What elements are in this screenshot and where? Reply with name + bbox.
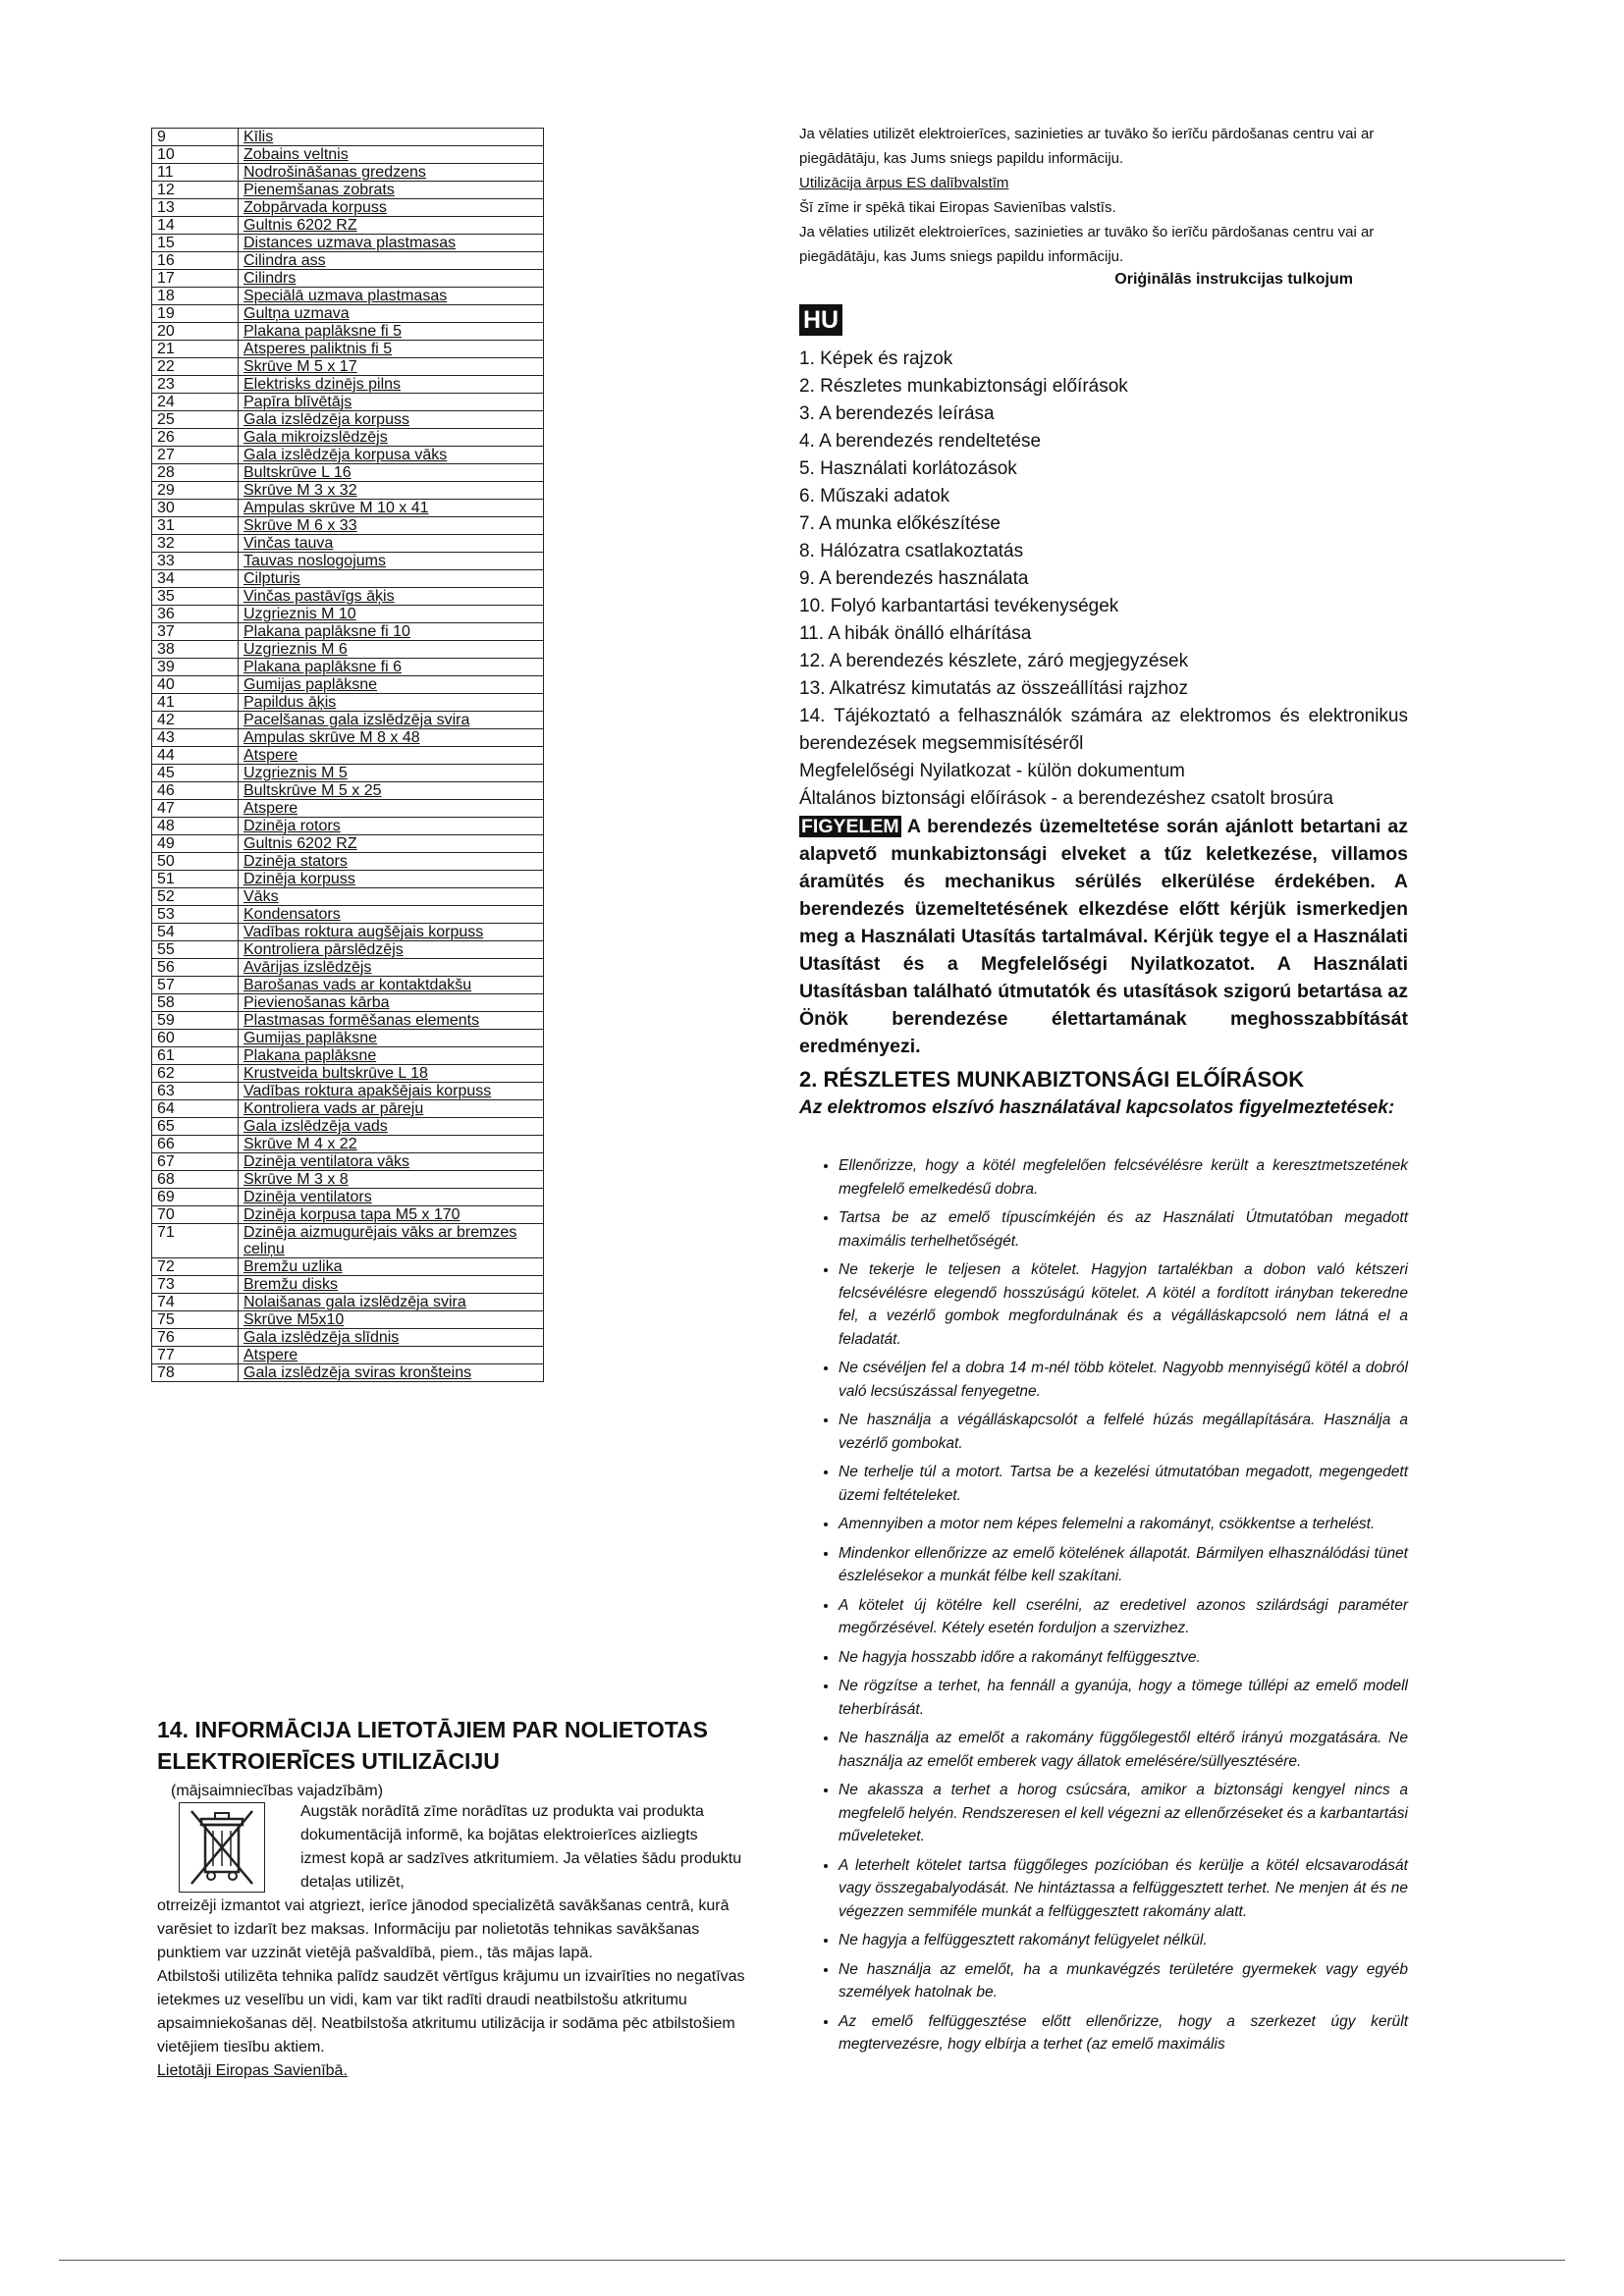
list-item: • Mindenkor ellenőrizze az emelő kötelének állapotát. Bármilyen elhasználódási tünet észlelésekor a munkát félbe kell szakítani. xyxy=(839,1542,1408,1588)
part-number: 66 xyxy=(152,1136,239,1153)
table-row xyxy=(152,358,544,376)
part-name: Gala izslēdzēja vads xyxy=(239,1118,544,1136)
part-name: Dzinēja korpuss xyxy=(239,871,544,888)
toc-item: 13. Alkatrész kimutatás az összeállítási rajzhoz xyxy=(799,678,1189,699)
part-name: Atspere xyxy=(239,1347,544,1364)
table-row xyxy=(152,676,544,694)
part-number: 70 xyxy=(152,1206,239,1224)
table-row xyxy=(152,464,544,482)
part-number: 54 xyxy=(152,924,239,941)
parts-table xyxy=(151,128,544,1382)
part-name: Vinčas pastāvīgs āķis xyxy=(239,588,544,606)
part-number: 20 xyxy=(152,323,239,341)
toc-item: 3. A berendezés leírása xyxy=(799,403,995,424)
table-row xyxy=(152,729,544,747)
table-row xyxy=(152,1012,544,1030)
part-number: 13 xyxy=(152,199,239,217)
part-name: Gala izslēdzēja korpuss xyxy=(239,411,544,429)
part-number: 65 xyxy=(152,1118,239,1136)
section-14 xyxy=(157,1714,746,2083)
toc-item: 7. A munka előkészítése xyxy=(799,513,1001,534)
list-item: • Amennyiben a motor nem képes felemelni a rakományt, csökkentse a terhelést. xyxy=(839,1513,1408,1536)
table-row xyxy=(152,376,544,394)
part-name: Skrūve M 3 x 8 xyxy=(239,1171,544,1189)
toc-item: 11. A hibák önálló elhárítása xyxy=(799,623,1032,644)
table-row xyxy=(152,641,544,659)
part-number: 44 xyxy=(152,747,239,765)
part-number: 74 xyxy=(152,1294,239,1311)
part-number: 29 xyxy=(152,482,239,500)
table-row xyxy=(152,394,544,411)
part-number: 64 xyxy=(152,1100,239,1118)
part-number: 19 xyxy=(152,305,239,323)
part-name: Plakana paplāksne xyxy=(239,1047,544,1065)
table-row xyxy=(152,1258,544,1276)
table-row xyxy=(152,1311,544,1329)
table-row xyxy=(152,1224,544,1258)
original-instructions-note: Oriģinālās instrukcijas tulkojum xyxy=(1114,271,1353,288)
table-row xyxy=(152,482,544,500)
table-row xyxy=(152,747,544,765)
safety-bullets xyxy=(799,1154,1408,2056)
part-number: 40 xyxy=(152,676,239,694)
part-name: Bultskrūve L 16 xyxy=(239,464,544,482)
recycling-paragraph: otrreizēji izmantot vai atgriezt, ierīce jānodod specializētā savākšanas centrā, kurā varēsiet to izdarīt bez maksas. Informāciju par nolietotās tehnikas savākšanas punktiem var uzzināt vietējā pašvaldībā, piem., tās mājas lapā. xyxy=(157,1897,730,1961)
part-number: 49 xyxy=(152,835,239,853)
part-number: 78 xyxy=(152,1364,239,1382)
part-number: 22 xyxy=(152,358,239,376)
part-name: Papildus āķis xyxy=(239,694,544,712)
part-number: 73 xyxy=(152,1276,239,1294)
eu-only-note: Šī zīme ir spēkā tikai Eiropas Savienības valstīs. xyxy=(799,199,1116,216)
table-row xyxy=(152,1100,544,1118)
part-number: 47 xyxy=(152,800,239,818)
outside-eu-heading: Utilizācija ārpus ES dalībvalstīm xyxy=(799,175,1009,191)
disposal-paragraph-2: Ja vēlaties utilizēt elektroierīces, sazinieties ar tuvāko šo ierīču pārdošanas centru vai ar piegādātāju, kas Jums sniegs papildu informāciju. xyxy=(799,224,1375,265)
part-name: Kontroliera pārslēdzējs xyxy=(239,941,544,959)
part-name: Gumijas paplāksne xyxy=(239,1030,544,1047)
table-row xyxy=(152,447,544,464)
part-name: Tauvas noslogojums xyxy=(239,553,544,570)
table-row xyxy=(152,164,544,182)
table-row xyxy=(152,570,544,588)
parts-table-body xyxy=(152,129,544,1382)
table-row xyxy=(152,659,544,676)
section-14-subnote: (mājsaimniecības vajadzībām) xyxy=(171,1783,384,1799)
table-row xyxy=(152,782,544,800)
part-name: Uzgrieznis M 6 xyxy=(239,641,544,659)
part-number: 53 xyxy=(152,906,239,924)
toc-item: 1. Képek és rajzok xyxy=(799,348,953,369)
part-name: Distances uzmava plastmasas xyxy=(239,235,544,252)
table-row xyxy=(152,235,544,252)
part-number: 71 xyxy=(152,1224,239,1258)
part-number: 27 xyxy=(152,447,239,464)
part-name: Vadības roktura apakšējais korpuss xyxy=(239,1083,544,1100)
section-14-heading: 14. INFORMĀCIJA LIETOTĀJIEM PAR NOLIETOTAS ELEKTROIERĪCES UTILIZĀCIJU xyxy=(157,1717,708,1774)
part-name: Vadības roktura augšējais korpuss xyxy=(239,924,544,941)
part-number: 17 xyxy=(152,270,239,288)
part-number: 75 xyxy=(152,1311,239,1329)
part-name: Speciālā uzmava plastmasas xyxy=(239,288,544,305)
part-name: Gala mikroizslēdzējs xyxy=(239,429,544,447)
list-item: • Ne hagyja a felfüggesztett rakományt felügyelet nélkül. xyxy=(839,1929,1408,1952)
table-row xyxy=(152,1171,544,1189)
part-number: 35 xyxy=(152,588,239,606)
part-number: 42 xyxy=(152,712,239,729)
part-number: 63 xyxy=(152,1083,239,1100)
table-row xyxy=(152,1364,544,1382)
part-number: 69 xyxy=(152,1189,239,1206)
part-name: Dzinēja aizmugurējais vāks ar bremzes celiņu xyxy=(239,1224,544,1258)
table-row xyxy=(152,553,544,570)
language-badge-hu: HU xyxy=(799,304,842,336)
table-row xyxy=(152,305,544,323)
part-number: 25 xyxy=(152,411,239,429)
part-name: Nolaišanas gala izslēdzēja svira xyxy=(239,1294,544,1311)
toc-item: Megfelelőségi Nyilatkozat - külön dokumentum xyxy=(799,761,1185,781)
part-number: 31 xyxy=(152,517,239,535)
list-item: • Ne használja a végálláskapcsolót a felfelé húzás megállapítására. Használja a vezérlő gombokat. xyxy=(839,1409,1408,1455)
table-row xyxy=(152,994,544,1012)
toc-item: 10. Folyó karbantartási tevékenységek xyxy=(799,596,1119,616)
part-number: 77 xyxy=(152,1347,239,1364)
table-row xyxy=(152,517,544,535)
part-number: 30 xyxy=(152,500,239,517)
part-name: Skrūve M 4 x 22 xyxy=(239,1136,544,1153)
list-item: • Ne terhelje túl a motort. Tartsa be a kezelési útmutatóban megadott, megengedett üzemi feltételeket. xyxy=(839,1461,1408,1507)
part-name: Dzinēja korpusa tapa M5 x 170 xyxy=(239,1206,544,1224)
table-row xyxy=(152,252,544,270)
part-number: 51 xyxy=(152,871,239,888)
part-number: 33 xyxy=(152,553,239,570)
part-name: Cilindrs xyxy=(239,270,544,288)
part-number: 32 xyxy=(152,535,239,553)
part-number: 58 xyxy=(152,994,239,1012)
part-number: 37 xyxy=(152,623,239,641)
part-name: Uzgrieznis M 10 xyxy=(239,606,544,623)
table-row xyxy=(152,977,544,994)
part-number: 36 xyxy=(152,606,239,623)
eu-users-link: Lietotāji Eiropas Savienībā. xyxy=(157,2062,348,2079)
table-row xyxy=(152,182,544,199)
part-name: Gultnis 6202 RZ xyxy=(239,835,544,853)
table-row xyxy=(152,1153,544,1171)
weee-description: Augstāk norādītā zīme norādītas uz produkta vai produkta dokumentācijā informē, ka bojātas elektroierīces aizliegts izmest kopā ar sadzīves atkritumiem. Ja vēlaties šādu produktu detaļas utilizēt, xyxy=(300,1803,742,1891)
part-name: Gala izslēdzēja korpusa vāks xyxy=(239,447,544,464)
toc-item: 6. Műszaki adatok xyxy=(799,486,950,507)
table-row xyxy=(152,1276,544,1294)
part-number: 38 xyxy=(152,641,239,659)
part-name: Avārijas izslēdzējs xyxy=(239,959,544,977)
part-name: Nodrošināšanas gredzens xyxy=(239,164,544,182)
toc-item: Általános biztonsági előírások - a berendezéshez csatolt brosúra xyxy=(799,788,1333,809)
part-number: 41 xyxy=(152,694,239,712)
table-row xyxy=(152,429,544,447)
part-name: Vāks xyxy=(239,888,544,906)
part-number: 56 xyxy=(152,959,239,977)
part-name: Zobpārvada korpuss xyxy=(239,199,544,217)
part-number: 46 xyxy=(152,782,239,800)
part-number: 59 xyxy=(152,1012,239,1030)
table-row xyxy=(152,1206,544,1224)
part-number: 67 xyxy=(152,1153,239,1171)
part-name: Plakana paplāksne fi 5 xyxy=(239,323,544,341)
part-number: 16 xyxy=(152,252,239,270)
table-row xyxy=(152,800,544,818)
part-name: Pienemšanas zobrats xyxy=(239,182,544,199)
part-name: Skrūve M 6 x 33 xyxy=(239,517,544,535)
list-item: • Ne használja az emelőt a rakomány függőlegestől eltérő irányú mozgatására. Ne használja az emelőt emberek vagy állatok emelésére/süllyesztésére. xyxy=(839,1727,1408,1773)
part-name: Krustveida bultskrūve L 18 xyxy=(239,1065,544,1083)
part-name: Gala izslēdzēja sviras kronšteins xyxy=(239,1364,544,1382)
table-row xyxy=(152,959,544,977)
part-number: 48 xyxy=(152,818,239,835)
table-row xyxy=(152,129,544,146)
table-row xyxy=(152,588,544,606)
list-item: • Ne hagyja hosszabb időre a rakományt felfüggesztve. xyxy=(839,1646,1408,1670)
toc-item: 14. Tájékoztató a felhasználók számára az elektromos és elektronikus berendezések megsemmisítéséről xyxy=(799,706,1408,754)
table-row xyxy=(152,906,544,924)
part-name: Gultņa uzmava xyxy=(239,305,544,323)
part-name: Ampulas skrūve M 8 x 48 xyxy=(239,729,544,747)
part-name: Dzinēja stators xyxy=(239,853,544,871)
table-row xyxy=(152,1294,544,1311)
table-row xyxy=(152,1118,544,1136)
part-number: 55 xyxy=(152,941,239,959)
table-row xyxy=(152,623,544,641)
toc-item: 12. A berendezés készlete, záró megjegyzések xyxy=(799,651,1189,671)
table-row xyxy=(152,535,544,553)
part-number: 28 xyxy=(152,464,239,482)
part-number: 52 xyxy=(152,888,239,906)
table-row xyxy=(152,606,544,623)
toc-item: 2. Részletes munkabiztonsági előírások xyxy=(799,376,1128,397)
part-name: Atspere xyxy=(239,747,544,765)
part-number: 10 xyxy=(152,146,239,164)
toc-item: 5. Használati korlátozások xyxy=(799,458,1017,479)
list-item: • Ne tekerje le teljesen a kötelet. Hagyjon tartalékban a dobon való kétszeri felcsévélésre elegendő hosszúságú kötelet. A kötél a fordított irányban tekeredne fel, a vezérlő gombok megfordulnának és a végálláskapcsoló nem látná el a feladatát. xyxy=(839,1258,1408,1351)
part-name: Bultskrūve M 5 x 25 xyxy=(239,782,544,800)
part-name: Kīlis xyxy=(239,129,544,146)
list-item: • A leterhelt kötelet tartsa függőleges pozícióban és kerülje a kötél elcsavarodását vagy összegabalyodását. Ne hintáztassa a felfüggesztett terhet. Ne menjen át és ne végezzen semmiféle munkát a felfüggesztett rakomány alatt. xyxy=(839,1854,1408,1924)
part-name: Bremžu uzlika xyxy=(239,1258,544,1276)
table-row xyxy=(152,694,544,712)
table-row xyxy=(152,146,544,164)
part-name: Bremžu disks xyxy=(239,1276,544,1294)
disposal-paragraph-1: Ja vēlaties utilizēt elektroierīces, sazinieties ar tuvāko šo ierīču pārdošanas centru vai ar piegādātāju, kas Jums sniegs papildu informāciju. xyxy=(799,126,1375,167)
part-name: Kondensators xyxy=(239,906,544,924)
part-number: 11 xyxy=(152,164,239,182)
part-name: Gala izslēdzēja slīdnis xyxy=(239,1329,544,1347)
part-number: 68 xyxy=(152,1171,239,1189)
table-row xyxy=(152,341,544,358)
part-number: 60 xyxy=(152,1030,239,1047)
table-row xyxy=(152,500,544,517)
list-item: • Ne csévéljen fel a dobra 14 m-nél több kötelet. Nagyobb mennyiségű kötél a dobról való lecsúszással fenyegetne. xyxy=(839,1357,1408,1403)
part-name: Papīra blīvētājs xyxy=(239,394,544,411)
table-row xyxy=(152,941,544,959)
part-number: 62 xyxy=(152,1065,239,1083)
part-name: Cilindra ass xyxy=(239,252,544,270)
part-name: Barošanas vads ar kontaktdakšu xyxy=(239,977,544,994)
section-2-title: 2. RÉSZLETES MUNKABIZTONSÁGI ELŐÍRÁSOK xyxy=(799,1067,1305,1092)
part-number: 9 xyxy=(152,129,239,146)
table-row xyxy=(152,1347,544,1364)
right-column xyxy=(799,122,1408,2062)
part-name: Gumijas paplāksne xyxy=(239,676,544,694)
list-item: • Az emelő felfüggesztése előtt ellenőrizze, hogy a szerkezet úgy került megtervezésre, hogy elbírja a terhet (az emelő maximális xyxy=(839,2010,1408,2056)
table-of-contents xyxy=(799,346,1408,813)
part-name: Pievienošanas kārba xyxy=(239,994,544,1012)
toc-item: 4. A berendezés rendeltetése xyxy=(799,431,1042,452)
part-name: Plakana paplāksne fi 10 xyxy=(239,623,544,641)
part-number: 39 xyxy=(152,659,239,676)
table-row xyxy=(152,1030,544,1047)
table-row xyxy=(152,1189,544,1206)
part-number: 23 xyxy=(152,376,239,394)
table-row xyxy=(152,217,544,235)
part-number: 50 xyxy=(152,853,239,871)
part-name: Uzgrieznis M 5 xyxy=(239,765,544,782)
part-number: 57 xyxy=(152,977,239,994)
part-number: 14 xyxy=(152,217,239,235)
part-name: Skrūve M5x10 xyxy=(239,1311,544,1329)
table-row xyxy=(152,288,544,305)
part-number: 15 xyxy=(152,235,239,252)
crossed-bin-icon xyxy=(179,1802,265,1893)
environment-paragraph: Atbilstoši utilizēta tehnika palīdz saudzēt vērtīgus krājumu un izvairīties no negatīvas ietekmes uz veselību un vidi, kam var tikt radīti draudi neatbilstošu atkritumu apsaimniekošanas dēļ. Neatbilstoša atkritumu utilizācija ir sodāma pēc atbilstošiem vietējiem tiesību aktiem. xyxy=(157,1968,745,2056)
part-name: Zobains veltnis xyxy=(239,146,544,164)
table-row xyxy=(152,818,544,835)
part-name: Kontroliera vads ar pāreju xyxy=(239,1100,544,1118)
part-number: 24 xyxy=(152,394,239,411)
footer-divider xyxy=(59,2260,1565,2261)
table-row xyxy=(152,270,544,288)
part-name: Dzinēja ventilatora vāks xyxy=(239,1153,544,1171)
part-number: 12 xyxy=(152,182,239,199)
list-item: • A kötelet új kötélre kell cserélni, az eredetivel azonos szilárdsági paraméter megőrzésével. Kétely esetén forduljon a szervizhez. xyxy=(839,1594,1408,1640)
warning-badge: FIGYELEM xyxy=(801,816,899,837)
part-name: Ampulas skrūve M 10 x 41 xyxy=(239,500,544,517)
part-name: Cilpturis xyxy=(239,570,544,588)
table-row xyxy=(152,411,544,429)
list-item: • Ne rögzítse a terhet, ha fennáll a gyanúja, hogy a tömege túllépi az emelő modell teherbírását. xyxy=(839,1675,1408,1721)
table-row xyxy=(152,871,544,888)
toc-item: 8. Hálózatra csatlakoztatás xyxy=(799,541,1024,561)
safety-warning xyxy=(799,813,1408,1060)
part-name: Elektrisks dzinējs pilns xyxy=(239,376,544,394)
part-name: Skrūve M 3 x 32 xyxy=(239,482,544,500)
part-name: Dzinēja rotors xyxy=(239,818,544,835)
table-row xyxy=(152,199,544,217)
table-row xyxy=(152,765,544,782)
list-item: • Ne használja az emelőt, ha a munkavégzés területére gyermekek vagy egyéb személyek hatolnak be. xyxy=(839,1958,1408,2004)
part-number: 18 xyxy=(152,288,239,305)
part-name: Pacelšanas gala izslēdzēja svira xyxy=(239,712,544,729)
toc-item: 9. A berendezés használata xyxy=(799,568,1029,589)
warning-text: A berendezés üzemeltetése során ajánlott betartani az alapvető munkabiztonsági elveket a tűz keletkezése, villamos áramütés és mechanikus sérülés elkerülése érdekében. A berendezés üzemeltetésének elkezdése előtt kérjük ismerkedjen meg a Használati Utasítás tartalmával. Kérjük tegye el a Használati Utasítást és a Megfelelőségi Nyilatkozatot. A Használati Utasításban található útmutatók és utasítások szigorú betartása az Önök berendezése élettartamának meghosszabbítását eredményezi. xyxy=(799,816,1408,1057)
part-name: Plastmasas formēšanas elements xyxy=(239,1012,544,1030)
section-2-subtitle: Az elektromos elszívó használatával kapcsolatos figyelmeztetések: xyxy=(799,1097,1395,1118)
table-row xyxy=(152,924,544,941)
list-item: • Ellenőrizze, hogy a kötél megfelelően felcsévélésre került a keresztmetszetének megfelelő emelkedésű dobra. xyxy=(839,1154,1408,1201)
table-row xyxy=(152,1047,544,1065)
part-number: 45 xyxy=(152,765,239,782)
part-name: Vinčas tauva xyxy=(239,535,544,553)
part-name: Dzinēja ventilators xyxy=(239,1189,544,1206)
table-row xyxy=(152,1329,544,1347)
part-name: Gultnis 6202 RZ xyxy=(239,217,544,235)
part-name: Atspere xyxy=(239,800,544,818)
list-item: • Ne akassza a terhet a horog csúcsára, amikor a biztonsági kengyel nincs a megfelelő helyén. Rendszeresen el kell végezni az ellenőrzéseket és a karbantartási műveleteket. xyxy=(839,1779,1408,1848)
table-row xyxy=(152,1083,544,1100)
part-number: 61 xyxy=(152,1047,239,1065)
table-row xyxy=(152,712,544,729)
part-name: Skrūve M 5 x 17 xyxy=(239,358,544,376)
part-number: 43 xyxy=(152,729,239,747)
table-row xyxy=(152,1065,544,1083)
part-number: 21 xyxy=(152,341,239,358)
table-row xyxy=(152,853,544,871)
part-number: 26 xyxy=(152,429,239,447)
part-number: 34 xyxy=(152,570,239,588)
part-number: 76 xyxy=(152,1329,239,1347)
table-row xyxy=(152,323,544,341)
part-number: 72 xyxy=(152,1258,239,1276)
list-item: • Tartsa be az emelő típuscímkéjén és az Használati Útmutatóban megadott maximális terhelhetőségét. xyxy=(839,1206,1408,1253)
part-name: Plakana paplāksne fi 6 xyxy=(239,659,544,676)
table-row xyxy=(152,888,544,906)
part-name: Atsperes paliktnis fi 5 xyxy=(239,341,544,358)
table-row xyxy=(152,835,544,853)
table-row xyxy=(152,1136,544,1153)
